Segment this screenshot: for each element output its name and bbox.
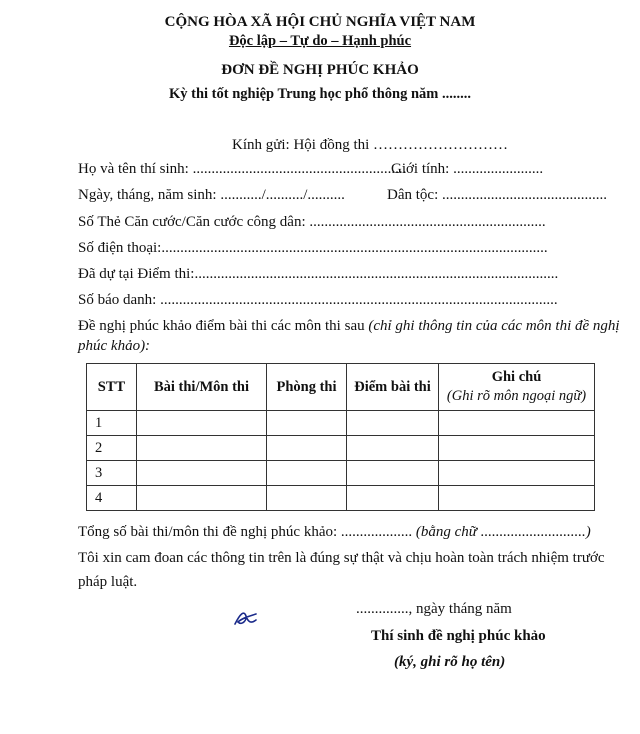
national-motto: Độc lập – Tự do – Hạnh phúc (228, 33, 412, 49)
total-words-field[interactable]: (bằng chữ ............................) (415, 524, 591, 540)
cell-score[interactable] (347, 411, 439, 436)
row-stt: 3 (87, 461, 137, 486)
header-note-sub: (Ghi rõ môn ngoại ngữ) (446, 388, 587, 404)
header-note-title: Ghi chú (491, 369, 542, 385)
country-name: CỘNG HÒA XÃ HỘI CHỦ NGHĨA VIỆT NAM (164, 14, 476, 30)
signature-mark (232, 604, 260, 632)
request-note-cont: phúc khảo): (78, 338, 151, 354)
total-line (78, 524, 591, 541)
total-field[interactable]: Tổng số bài thi/môn thi đề nghị phúc khảo: ................... (78, 524, 413, 540)
header-note (439, 364, 595, 411)
cell-score[interactable] (347, 461, 439, 486)
cell-room[interactable] (267, 486, 347, 511)
header-score: Điểm bài thi (347, 364, 439, 411)
cell-subject[interactable] (137, 486, 267, 511)
row-stt: 1 (87, 411, 137, 436)
dob-field[interactable]: Ngày, tháng, năm sinh: .........../........../.......... (78, 187, 345, 203)
header-room: Phòng thi (267, 364, 347, 411)
cell-score[interactable] (347, 436, 439, 461)
phone-field[interactable]: Số điện thoại:....................................................................................................... (78, 240, 548, 256)
signer-title: Thí sinh đề nghị phúc khảo (371, 628, 546, 644)
cell-room[interactable] (267, 411, 347, 436)
table-row (87, 411, 595, 436)
request-note: (chỉ ghi thông tin của các môn thi đề nghị (368, 318, 620, 334)
cell-room[interactable] (267, 461, 347, 486)
cell-note[interactable] (439, 436, 595, 461)
exam-site-field[interactable]: Đã dự tại Điểm thi:................................................................................................. (78, 266, 559, 282)
cell-note[interactable] (439, 411, 595, 436)
cell-note[interactable] (439, 486, 595, 511)
cell-subject[interactable] (137, 436, 267, 461)
pledge-text: Tôi xin cam đoan các thông tin trên là đúng sự thật và chịu hoàn toàn trách nhiệm trước (78, 550, 605, 566)
cell-room[interactable] (267, 436, 347, 461)
row-stt: 2 (87, 436, 137, 461)
ethnicity-field[interactable]: Dân tộc: ............................................ (387, 187, 607, 203)
table-row (87, 486, 595, 511)
id-card-field[interactable]: Số Thẻ Căn cước/Căn cước công dân: ............................................................... (78, 214, 546, 230)
gender-field[interactable]: Giới tính: ........................ (391, 161, 544, 177)
name-field[interactable]: Họ và tên thí sinh: ......................................................... (78, 161, 407, 177)
pledge-text-cont: pháp luật. (78, 574, 138, 590)
cell-subject[interactable] (137, 461, 267, 486)
table-row (87, 436, 595, 461)
page-title: ĐƠN ĐỀ NGHỊ PHÚC KHẢO (221, 62, 419, 78)
row-stt: 4 (87, 486, 137, 511)
date-line[interactable]: .............., ngày tháng năm (356, 601, 512, 617)
cell-note[interactable] (439, 461, 595, 486)
table-row (87, 461, 595, 486)
table-header-row (87, 364, 595, 411)
candidate-number-field[interactable]: Số báo danh: .......................................................................................................... (78, 292, 558, 308)
request-intro: Đề nghị phúc khảo điểm bài thi các môn thi sau (chỉ ghi thông tin của các môn thi đề nghị (78, 318, 620, 334)
header-subject: Bài thi/Môn thi (137, 364, 267, 411)
subjects-table (86, 363, 595, 511)
header-stt: STT (87, 364, 137, 411)
cell-score[interactable] (347, 486, 439, 511)
signer-note: (ký, ghi rõ họ tên) (394, 654, 506, 670)
exam-subtitle: Kỳ thi tốt nghiệp Trung học phổ thông năm ........ (168, 86, 471, 102)
cell-subject[interactable] (137, 411, 267, 436)
recipient-line: Kính gửi: Hội đồng thi ……………………… (232, 137, 509, 153)
